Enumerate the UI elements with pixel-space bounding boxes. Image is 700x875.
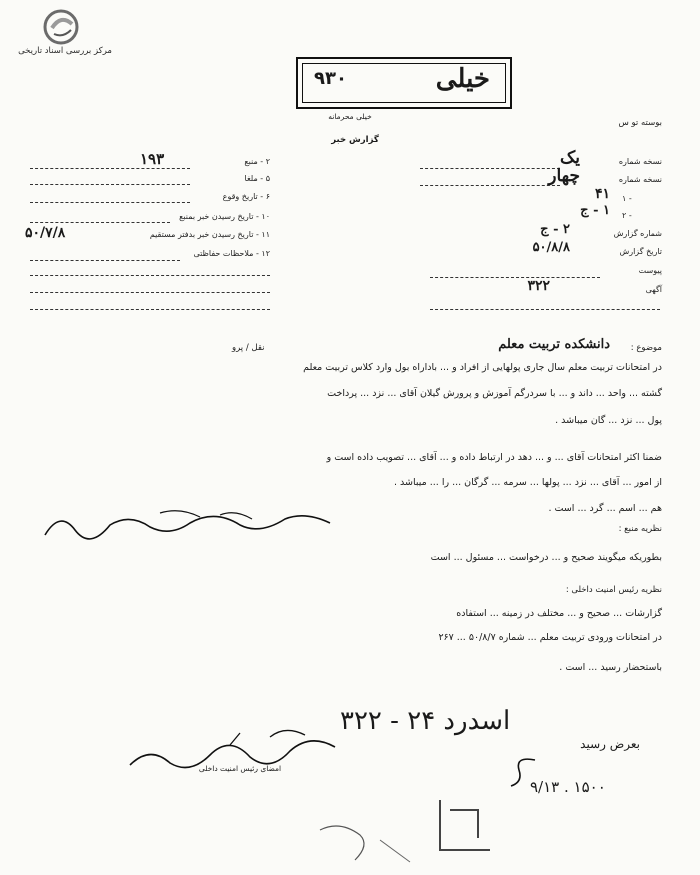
left-field-value: ۵۰/۷/۸ <box>25 225 66 241</box>
classification-stamp <box>296 57 512 109</box>
right-field-value: ۱ - ج <box>580 203 610 218</box>
right-field-label: ۲ - <box>622 211 632 220</box>
stamp-number: ۹۳۰ <box>314 68 347 89</box>
left-field-label: ۵ - ملغا <box>244 174 270 183</box>
right-field-value: ۵۰/۸/۸ <box>532 240 570 255</box>
left-field-label: ۶ - تاریخ وقوع <box>222 192 270 201</box>
right-field-value: ۴۱ <box>594 186 610 202</box>
body-line: هم ... اسم ... گرد ... است . <box>548 503 662 514</box>
left-field-label: ۱۲ - ملاحظات حفاظتی <box>193 249 270 258</box>
body-line: پول ... نزد ... گان میباشد . <box>555 415 662 426</box>
signature-caption: امضای رئیس امنیت داخلی <box>198 764 282 773</box>
left-field-value: ۱۹۳ <box>140 150 165 168</box>
right-date: ۹/۱۳ . ۱۵۰۰ <box>530 778 606 796</box>
right-field-value: یک <box>560 148 580 168</box>
analysis-text: بطوریکه میگویند صحیح و ... درخواست ... مسئول ... است <box>430 552 662 563</box>
top-right-label: بوسته تو س <box>618 118 662 128</box>
office-note-line: در امتحانات ورودی تربیت معلم ... شماره ۵۰/۸/۷ ... ۲۶۷ <box>438 632 662 643</box>
subject-label: موضوع : <box>630 343 662 353</box>
office-note-line: گزارشات ... صحیح و ... مختلف در زمینه ... استفاده <box>456 608 662 619</box>
body-line: در امتحانات تربیت معلم سال جاری پولهایی از افراد و ... باداراه بول وارد کلاس تربیت معلم <box>303 362 662 373</box>
right-field-label: تاریخ گزارش <box>619 247 662 256</box>
handwritten-reference: اسدرد ۲۴ - ۳۲۲ <box>340 706 511 736</box>
body-line: از امور ... آقای ... نزد ... پولها ... سرمه ... گرگان ... را ... میباشد . <box>394 477 662 488</box>
watermark-text: مرکز بررسی اسناد تاریخی <box>18 46 112 56</box>
analysis-label: نظریه منبع : <box>618 524 662 534</box>
right-field-value: ۳۲۲ <box>527 278 550 294</box>
right-field-label: آگهی <box>645 285 662 294</box>
report-title: گزارش خبر <box>331 135 379 145</box>
bottom-stamp-marks <box>300 790 500 870</box>
stamp-word: خیلی <box>435 64 490 94</box>
body-line: گشته ... واحد ... داند و ... با سردرگم آموزش و پرورش گیلان آقای ... نزد ... پرداخت <box>327 388 662 399</box>
left-field-label: ۱۰ - تاریخ رسیدن خبر بمنبع <box>179 212 270 221</box>
office-note-label: نظریه رئیس امنیت داخلی : <box>565 585 662 595</box>
right-field-label: نسخه شماره <box>618 175 662 184</box>
chief-signature <box>120 725 350 785</box>
office-note-line: باستحضار رسید ... است . <box>559 662 662 673</box>
subject-value: دانشکده تربیت معلم <box>498 337 610 352</box>
right-field-label: نسخه شماره <box>618 157 662 166</box>
right-field-label: شماره گزارش <box>613 229 662 238</box>
right-field-value: چهار <box>548 166 580 186</box>
subject-extra: نقل / پرو <box>232 343 265 353</box>
body-line: ضمنا اکثر امتحانات آقای ... و ... دهد در ارتباط داده و ... آقای ... تصویب داده است و <box>326 452 662 463</box>
stamp-caption: خیلی محرمانه <box>328 112 372 121</box>
analyst-signature <box>40 505 340 545</box>
archive-logo <box>10 8 120 64</box>
right-field-label: پیوست <box>638 266 662 275</box>
left-field-label: ۱۱ - تاریخ رسیدن خبر بدفتر مستقیم <box>149 230 270 239</box>
right-initial <box>505 752 545 792</box>
left-field-label: ۲ - منبع <box>244 157 270 166</box>
right-note: بعرض رسید <box>580 737 640 751</box>
right-field-label: ۱ - <box>622 194 632 203</box>
archive-emblem-icon <box>38 8 84 46</box>
right-field-value: ۲ - ج <box>540 222 570 237</box>
